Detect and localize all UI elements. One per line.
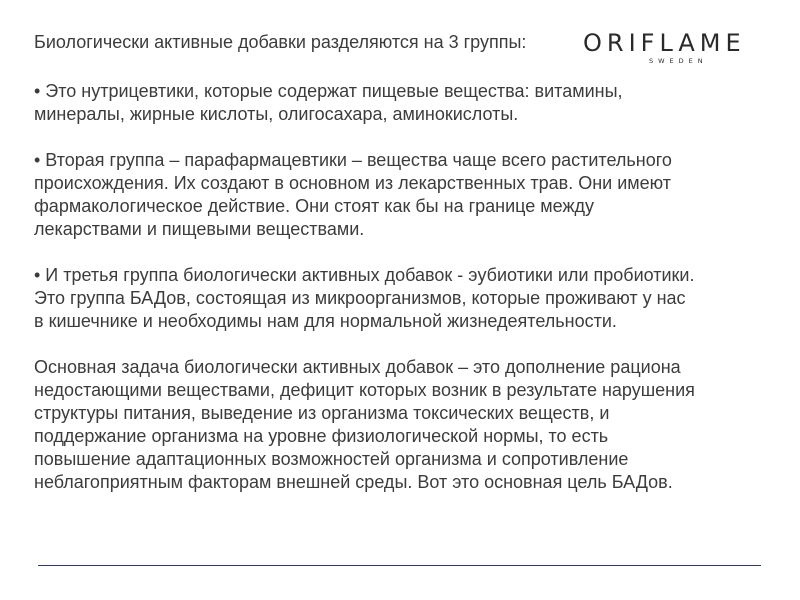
paragraph-eubiotics xyxy=(34,264,774,333)
text-line: • И третья группа биологически активных добавок - эубиотики или пробиотики. xyxy=(34,265,695,285)
text-line: происхождения. Их создают в основном из лекарственных трав. Они имеют xyxy=(34,173,671,193)
text-line: лекарствами и пищевыми веществами. xyxy=(34,219,365,239)
text-line: Это группа БАДов, состоящая из микроорганизмов, которые проживают у нас xyxy=(34,288,686,308)
text-line: в кишечнике и необходимы нам для нормальной жизнедеятельности. xyxy=(34,311,617,331)
logo-subtitle: SWEDEN xyxy=(649,57,708,65)
text-line: поддержание организма на уровне физиологической нормы, то есть xyxy=(34,426,609,446)
text-line: неблагоприятным факторам внешней среды. Вот это основная цель БАДов. xyxy=(34,472,673,492)
oriflame-logo xyxy=(583,30,761,68)
text-line: повышение адаптационных возможностей организма и сопротивление xyxy=(34,449,629,469)
text-line: структуры питания, выведение из организма токсических веществ, и xyxy=(34,403,610,423)
paragraph-nutraceuticals xyxy=(34,80,774,126)
text-line: Основная задача биологически активных добавок – это дополнение рациона xyxy=(34,357,681,377)
paragraph-main-goal xyxy=(34,356,774,494)
text-line: недостающими веществами, дефицит которых возник в результате нарушения xyxy=(34,380,695,400)
bottom-divider xyxy=(38,565,761,566)
text-line: • Вторая группа – парафармацевтики – вещества чаще всего растительного xyxy=(34,150,672,170)
text-line: фармакологическое действие. Они стоят как бы на границе между xyxy=(34,196,595,216)
text-line: • Это нутрицевтики, которые содержат пищевые вещества: витамины, xyxy=(34,81,623,101)
page-heading: Биологически активные добавки разделяются на 3 группы: xyxy=(34,32,527,52)
logo-wordmark: ORIFLAME xyxy=(583,29,746,57)
text-line: минералы, жирные кислоты, олигосахара, аминокислоты. xyxy=(34,104,519,124)
body-text xyxy=(34,80,774,517)
paragraph-parapharmaceuticals xyxy=(34,149,774,241)
